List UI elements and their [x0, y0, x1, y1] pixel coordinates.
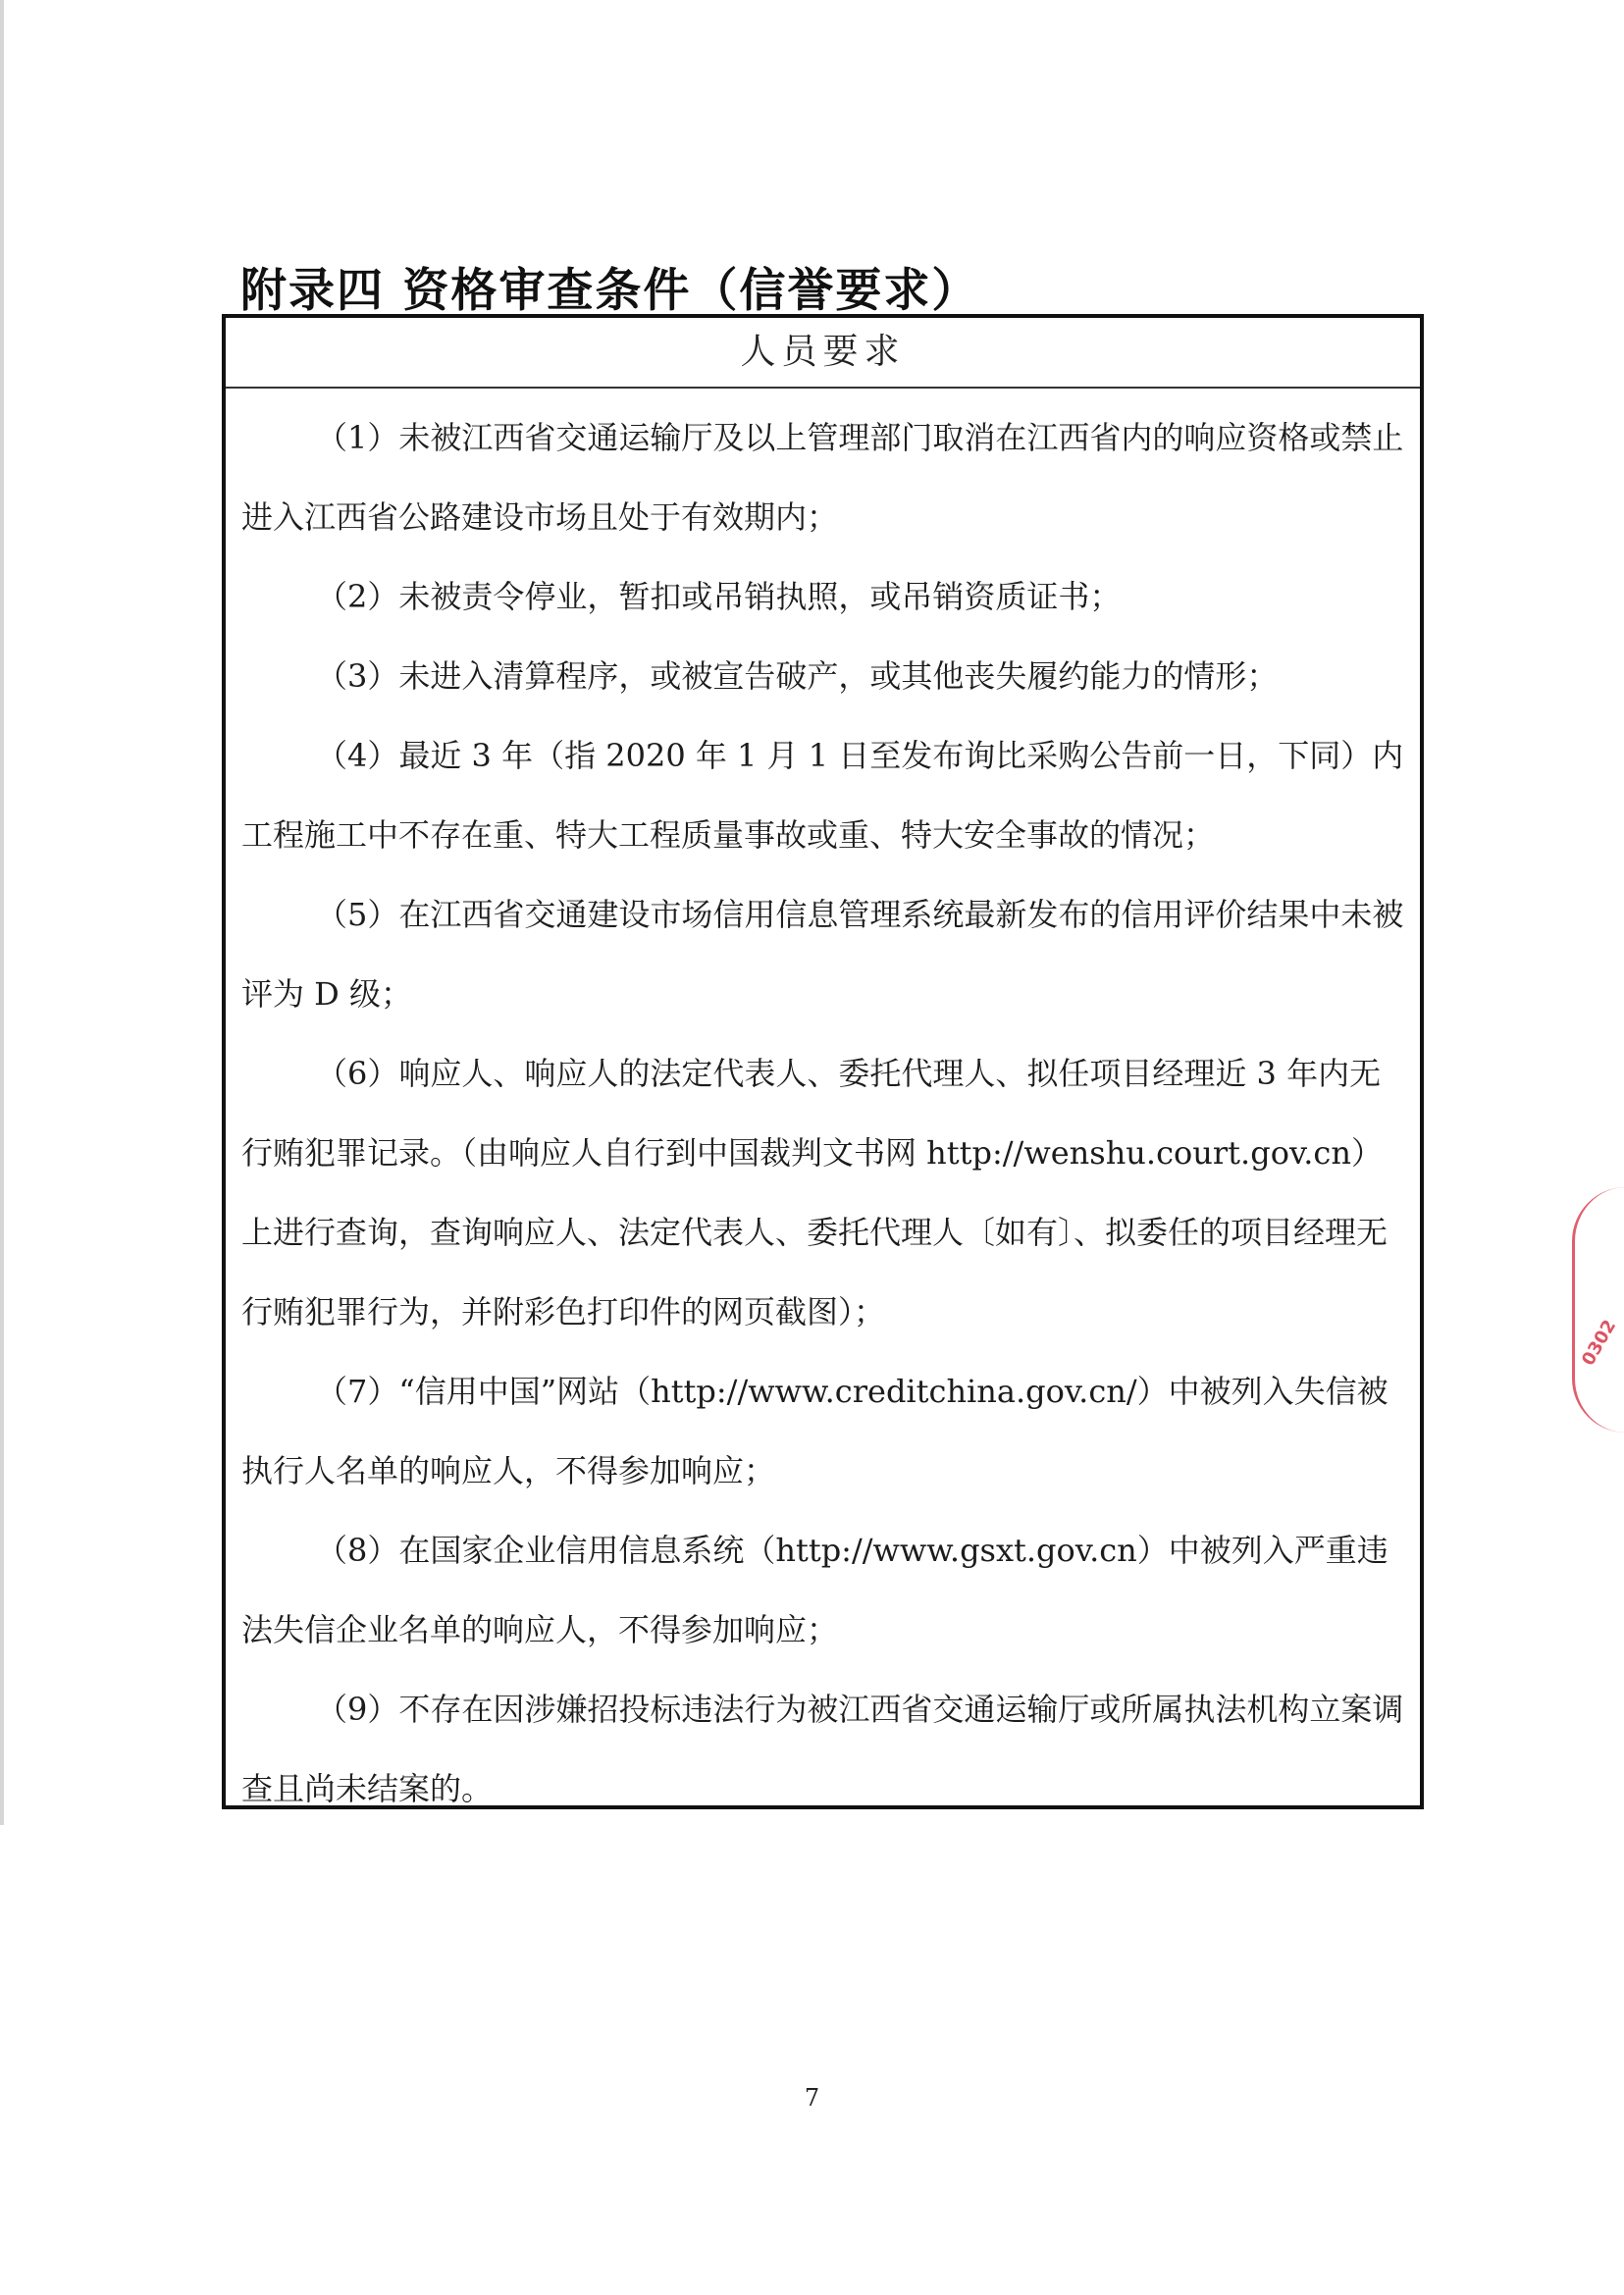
requirement-item-1: （1）未被江西省交通运输厅及以上管理部门取消在江西省内的响应资格或禁止进入江西省公路建设市场且处于有效期内； — [241, 419, 1404, 536]
requirement-item-9: （9）不存在因涉嫌招投标违法行为被江西省交通运输厅或所属执法机构立案调查且尚未结案的。 — [241, 1691, 1404, 1807]
official-seal-icon — [1572, 1187, 1624, 1433]
requirement-item-4: （4）最近 3 年（指 2020 年 1 月 1 日至发布询比采购公告前一日，下同）内工程施工中不存在重、特大工程质量事故或重、特大安全事故的情况； — [241, 737, 1404, 854]
requirement-item-8: （8）在国家企业信用信息系统（http://www.gsxt.gov.cn）中被列入严重违法失信企业名单的响应人，不得参加响应； — [241, 1532, 1388, 1648]
seal-number: 0302 — [1578, 1316, 1621, 1370]
requirement-item-7: （7）“信用中国”网站（http://www.creditchina.gov.cn/）中被列入失信被执行人名单的响应人，不得参加响应； — [241, 1373, 1388, 1489]
scan-edge — [0, 0, 4, 1825]
table-header: 人员要求 — [226, 318, 1420, 389]
requirement-item-6: （6）响应人、响应人的法定代表人、委托代理人、拟任项目经理近 3 年内无行贿犯罪记录。（由响应人自行到中国裁判文书网 http://wenshu.court.gov.cn）上进行查询，查询响应人、法定代表人、委托代理人〔如有〕、拟委任的项目经理无行贿犯罪行为，并附彩色打印件的网页截图）； — [241, 1055, 1388, 1330]
requirement-item-3: （3）未进入清算程序，或被宣告破产，或其他丧失履约能力的情形； — [316, 657, 1279, 695]
table-body — [226, 389, 1420, 1829]
requirement-item-5: （5）在江西省交通建设市场信用信息管理系统最新发布的信用评价结果中未被评为 D 级； — [241, 896, 1404, 1013]
page-title: 附录四 资格审查条件（信誉要求） — [240, 264, 980, 319]
page-number: 7 — [804, 2084, 820, 2112]
requirements-table — [222, 314, 1424, 1809]
requirement-item-2: （2）未被责令停业，暂扣或吊销执照，或吊销资质证书； — [316, 578, 1122, 615]
